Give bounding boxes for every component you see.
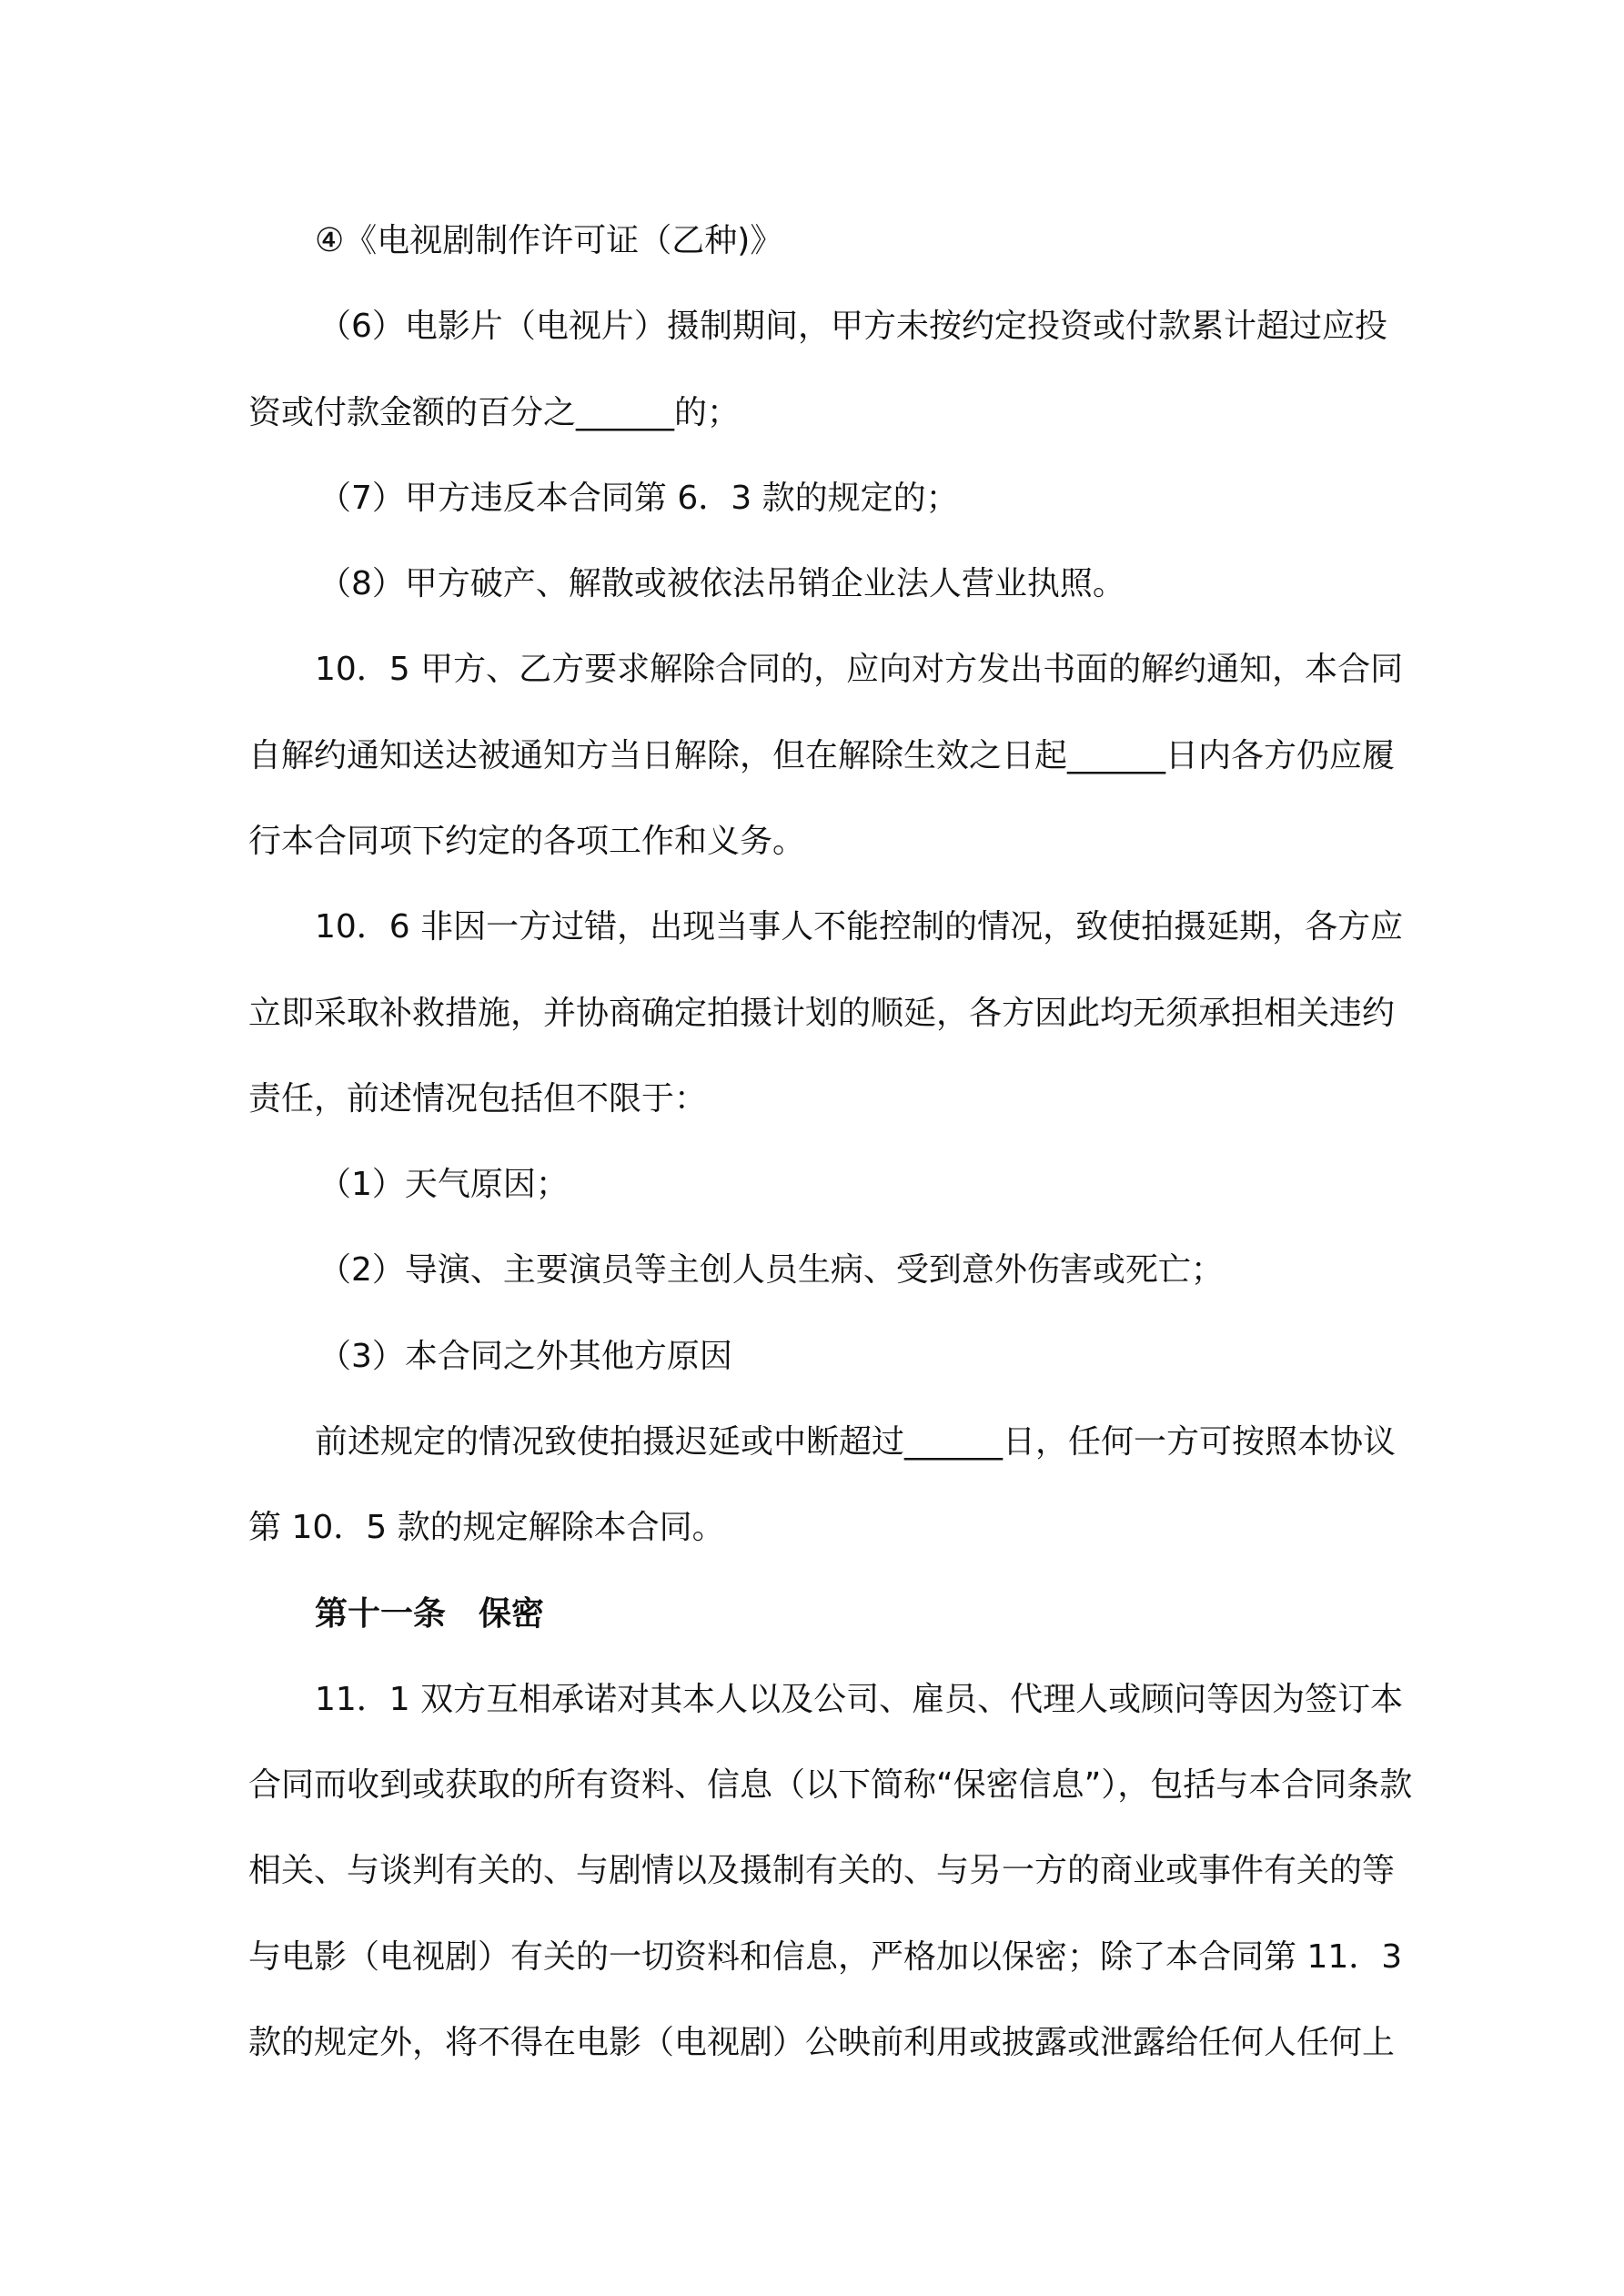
- paragraph-line: （7）甲方违反本合同第 6．3 款的规定的；: [318, 480, 959, 517]
- paragraph-line: 自解约通知送达被通知方当日解除，但在解除生效之日起______日内各方仍应履: [248, 737, 1396, 774]
- paragraph-line: 立即采取补救措施，并协商确定拍摄计划的顺延，各方因此均无须承担相关违约: [248, 995, 1396, 1032]
- list-item: （2）导演、主要演员等主创人员生病、受到意外伤害或死亡；: [318, 1251, 1224, 1289]
- list-item-license: ④《电视剧制作许可证（乙种)》: [315, 222, 783, 259]
- paragraph-line: 资或付款金额的百分之______的；: [248, 394, 741, 431]
- paragraph-line: 款的规定外，将不得在电影（电视剧）公映前利用或披露或泄露给任何人任何上: [248, 2024, 1396, 2061]
- paragraph-line: 合同而收到或获取的所有资料、信息（以下简称“保密信息”），包括与本合同条款: [248, 1766, 1413, 1804]
- paragraph-line: 相关、与谈判有关的、与剧情以及摄制有关的、与另一方的商业或事件有关的等: [248, 1852, 1396, 1889]
- paragraph-line: 责任，前述情况包括但不限于：: [248, 1080, 708, 1118]
- list-item: （1）天气原因；: [318, 1166, 569, 1203]
- paragraph-line: 10．5 甲方、乙方要求解除合同的，应向对方发出书面的解约通知，本合同: [315, 651, 1404, 688]
- paragraph-line: 与电影（电视剧）有关的一切资料和信息，严格加以保密；除了本合同第 11．3: [248, 1938, 1403, 1976]
- paragraph-line: 10．6 非因一方过错，出现当事人不能控制的情况，致使拍摄延期，各方应: [315, 908, 1404, 946]
- paragraph-line: 行本合同项下约定的各项工作和义务。: [248, 823, 806, 860]
- list-item: （3）本合同之外其他方原因: [318, 1338, 732, 1375]
- paragraph-line: 11．1 双方互相承诺对其本人以及公司、雇员、代理人或顾问等因为签订本: [315, 1681, 1404, 1718]
- paragraph-line: （8）甲方破产、解散或被依法吊销企业法人营业执照。: [318, 565, 1125, 602]
- paragraph-line: （6）电影片（电视片）摄制期间，甲方未按约定投资或付款累计超过应投: [318, 308, 1387, 345]
- section-heading: 第十一条 保密: [315, 1595, 545, 1633]
- paragraph-line: 前述规定的情况致使拍摄迟延或中断超过______日，任何一方可按照本协议: [315, 1423, 1397, 1461]
- paragraph-line: 第 10．5 款的规定解除本合同。: [248, 1509, 725, 1546]
